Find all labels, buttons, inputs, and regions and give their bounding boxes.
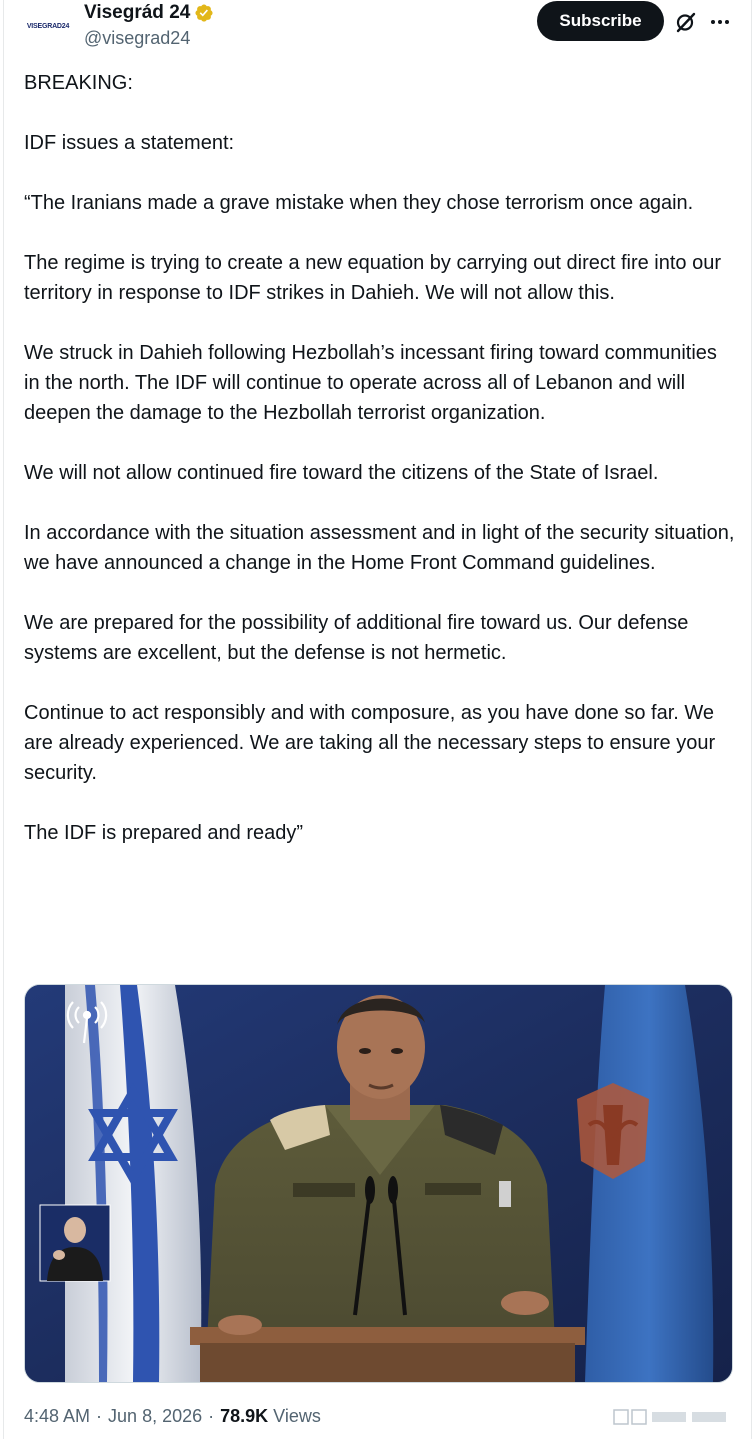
- tweet-paragraph: The regime is trying to create a new equation by carrying out direct fire into our territory in response to IDF strikes in Dahieh. We will not allow this.: [24, 252, 722, 304]
- tweet-text: [24, 68, 736, 848]
- sign-language-inset: [40, 1205, 110, 1281]
- tweet-paragraph: The IDF is prepared and ready”: [24, 822, 304, 844]
- views-count: 78.9K: [220, 1406, 269, 1426]
- avatar[interactable]: [24, 2, 72, 50]
- tweet-paragraph: “The Iranians made a grave mistake when they chose terrorism once again.: [24, 192, 694, 214]
- tweet-paragraph: We are prepared for the possibility of additional fire toward us. Our defense systems are excellent, but the defense is not hermetic.: [24, 612, 689, 664]
- meta-separator: ·: [96, 1406, 103, 1426]
- verified-badge-icon: [194, 3, 214, 23]
- frame-border-left: [3, 0, 4, 1439]
- watermark-icon: [612, 1406, 732, 1428]
- grok-icon[interactable]: [674, 10, 698, 34]
- tweet-paragraph: We struck in Dahieh following Hezbollah’s incessant firing toward communities in the north. The IDF will continue to operate across all of Lebanon and will deepen the damage to the Hezbollah terrorist organization.: [24, 342, 717, 424]
- tweet-media[interactable]: [24, 984, 733, 1383]
- tweet-paragraph: In accordance with the situation assessment and in light of the security situation, we have announced a change in the Home Front Command guidelines.: [24, 522, 735, 574]
- israel-flag: [65, 985, 201, 1382]
- subscribe-button[interactable]: Subscribe: [537, 1, 664, 41]
- more-icon[interactable]: [706, 10, 734, 34]
- watermark: [612, 1406, 732, 1428]
- author-handle[interactable]: @visegrad24: [84, 28, 191, 48]
- meta-separator: ·: [208, 1406, 215, 1426]
- tweet-date[interactable]: Jun 8, 2026: [108, 1406, 203, 1426]
- tweet-paragraph: Continue to act responsibly and with composure, as you have done so far. We are already experienced. We are taking all the necessary steps to ensure your security.: [24, 702, 716, 784]
- author-block: [84, 1, 214, 50]
- avatar-logo: VISEGRAD24: [26, 22, 70, 30]
- tweet-paragraph: We will not allow continued fire toward the citizens of the State of Israel.: [24, 462, 659, 484]
- author-name-row[interactable]: [84, 1, 214, 25]
- author-display-name[interactable]: Visegrád 24: [84, 2, 191, 23]
- tweet-header: [0, 0, 753, 60]
- video-still: [25, 985, 732, 1382]
- tweet-meta: [24, 1403, 321, 1429]
- tweet-time[interactable]: 4:48 AM: [24, 1406, 91, 1426]
- views-label: Views: [273, 1406, 321, 1426]
- tweet-paragraph: BREAKING:: [24, 72, 133, 94]
- frame-border-right: [751, 0, 752, 1439]
- tweet-paragraph: IDF issues a statement:: [24, 132, 235, 154]
